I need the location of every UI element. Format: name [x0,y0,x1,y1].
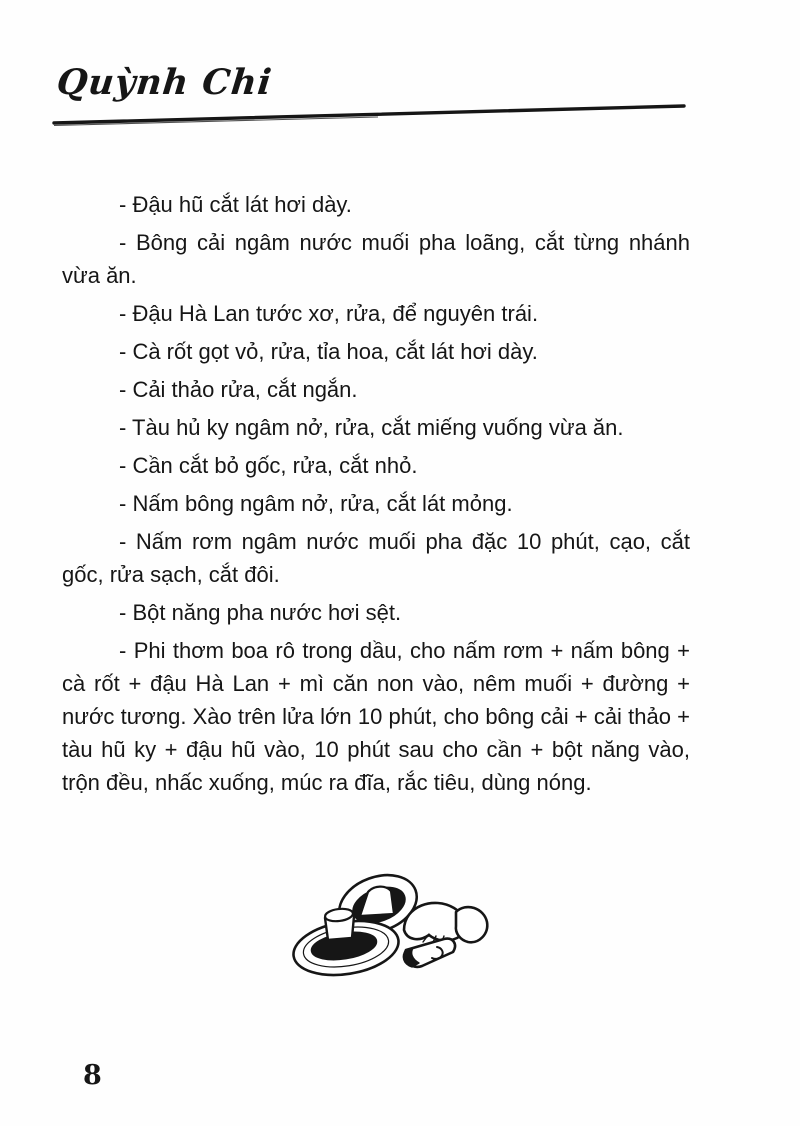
recipe-step: - Đậu hũ cắt lát hơi dày. [119,192,352,217]
header-rule [48,96,693,130]
recipe-step: - Đậu Hà Lan tước xơ, rửa, để nguyên trái. [119,301,539,326]
recipe-instructions [62,188,690,804]
recipe-step: - Cà rốt gọt vỏ, rửa, tỉa hoa, cắt lát hơi dày. [119,339,538,364]
recipe-step: - Cải thảo rửa, cắt ngắn. [119,377,358,402]
recipe-step: - Cần cắt bỏ gốc, rửa, cắt nhỏ. [119,453,418,478]
recipe-step: - Phi thơm boa rô trong dầu, cho nấm rơm + nấm bông + cà rốt + đậu Hà Lan + mì căn non vào, nêm muối + đường + nước tương. Xào trên lửa lớn 10 phút, cho bông cải + cải thảo + tàu hũ ky + đậu hũ vào, 10 phút sau cho cần + bột năng vào, trộn đều, nhấc xuống, múc ra đĩa, rắc tiêu, dùng nóng. [62,638,690,795]
recipe-step: - Nấm rơm ngâm nước muối pha đặc 10 phút, cạo, cắt gốc, rửa sạch, cắt đôi. [62,529,690,587]
page-number: 8 [83,1060,102,1091]
recipe-step: - Nấm bông ngâm nở, rửa, cắt lát mỏng. [119,491,513,516]
recipe-step: - Bông cải ngâm nước muối pha loãng, cắt từng nhánh vừa ăn. [62,230,690,288]
mushrooms-illustration-icon [286,864,496,988]
recipe-step: - Bột năng pha nước hơi sệt. [119,600,402,625]
recipe-step: - Tàu hủ ky ngâm nở, rửa, cắt miếng vuống vừa ăn. [119,415,624,440]
author-name: Quỳnh Chi [54,62,275,103]
